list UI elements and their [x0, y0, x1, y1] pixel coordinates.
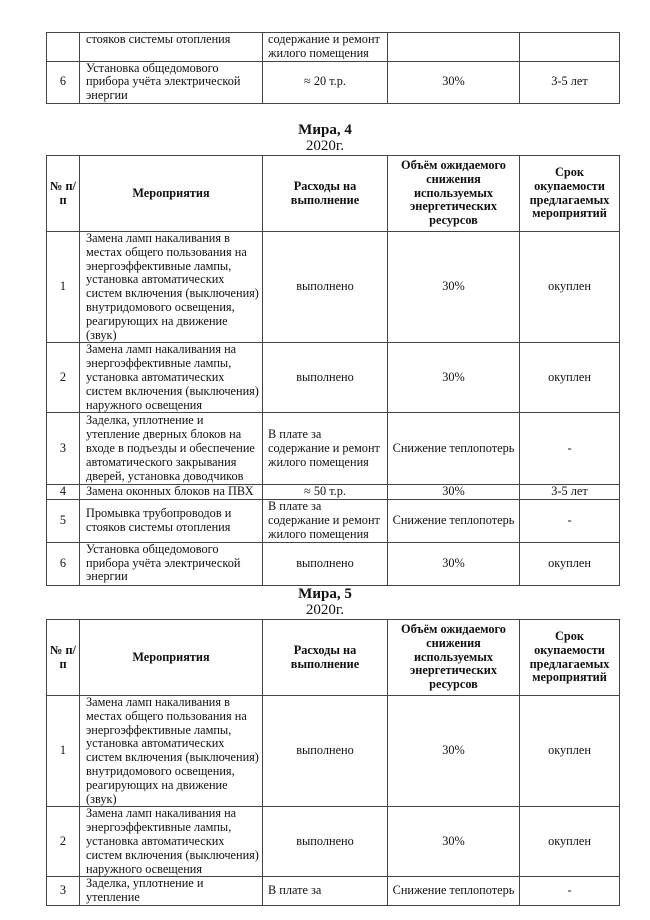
activity-cell: Замена оконных блоков на ПВХ — [80, 485, 263, 500]
cost-cell: выполнено — [263, 542, 388, 585]
cost-cell: выполнено — [263, 807, 388, 877]
term-cell — [520, 33, 620, 62]
activity-cell: стояков системы отопления — [80, 33, 263, 62]
row-number: 3 — [47, 413, 80, 485]
volume-cell: 30% — [388, 232, 520, 343]
section-title: Мира, 4 — [298, 122, 352, 138]
continued-table — [46, 32, 620, 104]
volume-cell: 30% — [388, 343, 520, 413]
term-cell: 3-5 лет — [520, 61, 620, 103]
table-row — [47, 61, 620, 103]
activity-cell: Установка общедомового прибора учёта электрической энергии — [80, 61, 263, 103]
table-row — [47, 807, 620, 877]
table-header-row — [47, 156, 620, 232]
header-cost: Расходы на выполнение — [263, 156, 388, 232]
activity-cell: Заделка, уплотнение и утепление дверных блоков на входе в подъезды и обеспечение автоматического закрывания дверей, установка доводчиков — [80, 413, 263, 485]
cost-cell: ≈ 50 т.р. — [263, 485, 388, 500]
header-num: № п/п — [47, 620, 80, 696]
cost-cell: В плате за содержание и ремонт жилого помещения — [263, 500, 388, 542]
activity-cell: Установка общедомового прибора учёта электрической энергии — [80, 542, 263, 585]
cost-cell: содержание и ремонт жилого помещения — [263, 33, 388, 62]
header-term: Срок окупаемости предлагаемых мероприятий — [520, 620, 620, 696]
activity-cell: Замена ламп накаливания в местах общего пользования на энергоэффективные лампы, установка автоматических систем включения (выключения) внутридомового освещения, реагирующих на движение (звук) — [80, 696, 263, 807]
table-row — [47, 413, 620, 485]
cost-cell: выполнено — [263, 232, 388, 343]
volume-cell: Снижение теплопотерь — [388, 500, 520, 542]
row-number: 1 — [47, 696, 80, 807]
activity-cell: Заделка, уплотнение и утепление — [80, 877, 263, 906]
row-number — [47, 33, 80, 62]
row-number: 2 — [47, 807, 80, 877]
volume-cell: 30% — [388, 807, 520, 877]
activity-cell: Замена ламп накаливания на энергоэффективные лампы, установка автоматических систем включения (выключения) наружного освещения — [80, 807, 263, 877]
table-row — [47, 500, 620, 542]
volume-cell: 30% — [388, 485, 520, 500]
term-cell: окуплен — [520, 696, 620, 807]
term-cell: - — [520, 877, 620, 906]
table-row — [47, 232, 620, 343]
cost-cell: В плате за — [263, 877, 388, 906]
volume-cell — [388, 33, 520, 62]
row-number: 1 — [47, 232, 80, 343]
cost-cell: выполнено — [263, 343, 388, 413]
row-number: 6 — [47, 542, 80, 585]
header-volume: Объём ожидаемого снижения используемых энергетических ресурсов — [388, 620, 520, 696]
cost-cell: ≈ 20 т.р. — [263, 61, 388, 103]
row-number: 6 — [47, 61, 80, 103]
section-heading — [0, 586, 650, 618]
section-year: 2020г. — [305, 602, 345, 618]
table-row — [47, 877, 620, 906]
term-cell: окуплен — [520, 542, 620, 585]
table-row — [47, 485, 620, 500]
volume-cell: Снижение теплопотерь — [388, 877, 520, 906]
cost-cell: В плате за содержание и ремонт жилого помещения — [263, 413, 388, 485]
term-cell: - — [520, 500, 620, 542]
activity-cell: Замена ламп накаливания на энергоэффективные лампы, установка автоматических систем включения (выключения) наружного освещения — [80, 343, 263, 413]
volume-cell: 30% — [388, 61, 520, 103]
term-cell: окуплен — [520, 232, 620, 343]
row-number: 5 — [47, 500, 80, 542]
table-row — [47, 696, 620, 807]
header-activity: Мероприятия — [80, 156, 263, 232]
term-cell: 3-5 лет — [520, 485, 620, 500]
measures-table — [46, 155, 620, 586]
table-row — [47, 343, 620, 413]
row-number: 2 — [47, 343, 80, 413]
activity-cell: Промывка трубопроводов и стояков системы отопления — [80, 500, 263, 542]
table-header-row — [47, 620, 620, 696]
table-row — [47, 542, 620, 585]
term-cell: окуплен — [520, 343, 620, 413]
section-heading — [0, 122, 650, 154]
header-term: Срок окупаемости предлагаемых мероприятий — [520, 156, 620, 232]
term-cell: окуплен — [520, 807, 620, 877]
header-activity: Мероприятия — [80, 620, 263, 696]
header-num: № п/п — [47, 156, 80, 232]
measures-table — [46, 619, 620, 906]
volume-cell: 30% — [388, 542, 520, 585]
term-cell: - — [520, 413, 620, 485]
volume-cell: Снижение теплопотерь — [388, 413, 520, 485]
activity-cell: Замена ламп накаливания в местах общего пользования на энергоэффективные лампы, установка автоматических систем включения (выключения) внутридомового освещения, реагирующих на движение (звук) — [80, 232, 263, 343]
header-cost: Расходы на выполнение — [263, 620, 388, 696]
volume-cell: 30% — [388, 696, 520, 807]
table-row — [47, 33, 620, 62]
row-number: 4 — [47, 485, 80, 500]
section-year: 2020г. — [305, 138, 345, 154]
row-number: 3 — [47, 877, 80, 906]
cost-cell: выполнено — [263, 696, 388, 807]
header-volume: Объём ожидаемого снижения используемых энергетических ресурсов — [388, 156, 520, 232]
section-title: Мира, 5 — [298, 586, 352, 602]
